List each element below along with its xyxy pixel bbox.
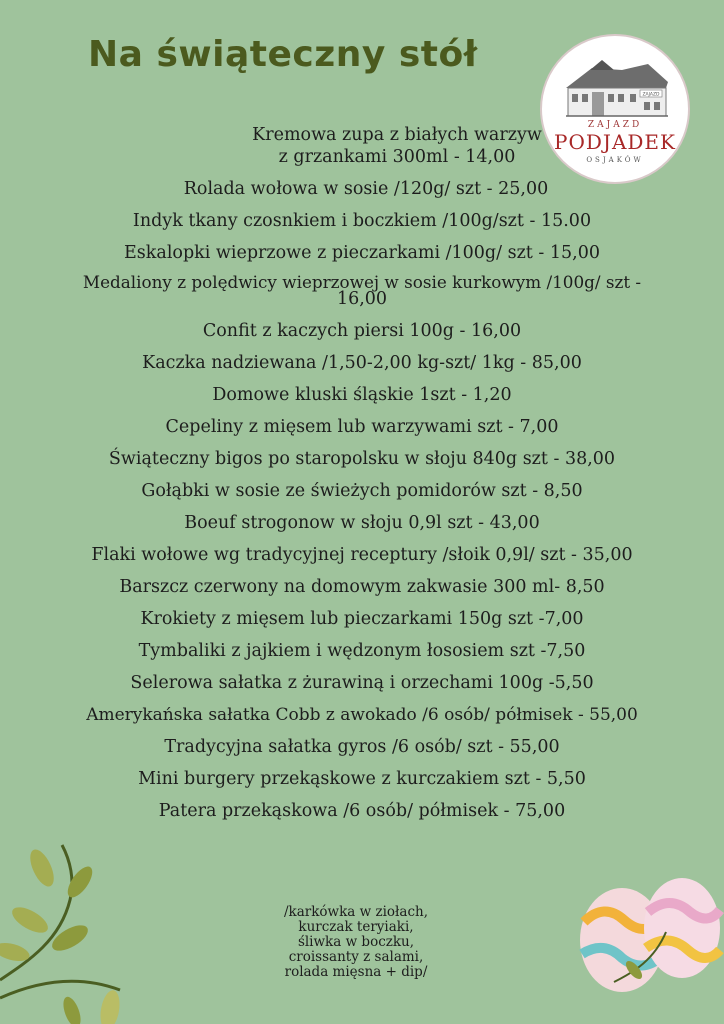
- patera-content-line: śliwka w boczku,: [297, 934, 415, 950]
- menu-item: Confit z kaczych piersi 100g - 16,00: [202, 321, 522, 341]
- menu-item-medaliony-line2: 16,00: [336, 289, 388, 309]
- menu-item-soup-line2: z grzankami 300ml - 14,00: [278, 147, 516, 167]
- olive-branch-icon: [0, 840, 140, 1024]
- patera-contents: [226, 905, 486, 980]
- logo-top-text: ZAJAZD: [587, 120, 643, 130]
- logo-bottom-text: OSJAKÓW: [586, 156, 644, 164]
- menu-item: Indyk tkany czosnkiem i boczkiem /100g/szt - 15.00: [132, 211, 592, 231]
- menu-item: Krokiety z mięsem lub pieczarkami 150g szt -7,00: [140, 609, 584, 629]
- menu-item: Barszcz czerwony na domowym zakwasie 300 ml- 8,50: [119, 577, 605, 597]
- easter-eggs-icon: [574, 862, 724, 1002]
- menu-item-patera: Patera przekąskowa /6 osób/ półmisek - 75,00: [158, 801, 566, 821]
- menu-item: Tradycyjna sałatka gyros /6 osób/ szt - 55,00: [164, 737, 560, 757]
- menu-item: Gołąbki w sosie ze świeżych pomidorów szt - 8,50: [141, 481, 583, 501]
- menu-item: Świąteczny bigos po staropolsku w słoju 840g szt - 38,00: [108, 449, 616, 469]
- patera-content-line: kurczak teryiaki,: [298, 919, 414, 935]
- menu-item: Boeuf strogonow w słoju 0,9l szt - 43,00: [184, 513, 540, 533]
- menu-item: Cepeliny z mięsem lub warzywami szt - 7,00: [165, 417, 559, 437]
- inn-house-icon: [562, 58, 672, 120]
- menu-item: Rolada wołowa w sosie /120g/ szt - 25,00: [183, 179, 549, 199]
- page-title: Na świąteczny stół: [88, 34, 478, 75]
- patera-content-line: croissanty z salami,: [288, 949, 424, 965]
- menu-item: Tymbaliki z jajkiem i wędzonym łososiem szt -7,50: [138, 641, 586, 661]
- menu-item: Flaki wołowe wg tradycyjnej receptury /słoik 0,9l/ szt - 35,00: [91, 545, 633, 565]
- patera-content-line: rolada mięsna + dip/: [284, 964, 428, 980]
- menu-item-medaliony-line1: Medaliony z polędwicy wieprzowej w sosie kurkowym /100g/ szt -: [82, 272, 642, 292]
- menu-item: Mini burgery przekąskowe z kurczakiem szt - 5,50: [138, 769, 586, 789]
- menu-item-soup-line1: Kremowa zupa z białych warzyw: [252, 125, 542, 145]
- menu-item: Selerowa sałatka z żurawiną i orzechami 100g -5,50: [130, 673, 594, 693]
- menu-item: Kaczka nadziewana /1,50-2,00 kg-szt/ 1kg - 85,00: [142, 353, 582, 373]
- logo-brand: PODJADEK: [554, 130, 676, 154]
- patera-content-line: /karkówka w ziołach,: [284, 904, 428, 920]
- menu-item: Domowe kluski śląskie 1szt - 1,20: [212, 385, 512, 405]
- menu-list: [0, 124, 724, 822]
- menu-item: Eskalopki wieprzowe z pieczarkami /100g/ szt - 15,00: [124, 243, 600, 263]
- svg-text:ZAJAZD: ZAJAZD: [642, 92, 660, 98]
- menu-item: Amerykańska sałatka Cobb z awokado /6 osób/ półmisek - 55,00: [86, 705, 638, 725]
